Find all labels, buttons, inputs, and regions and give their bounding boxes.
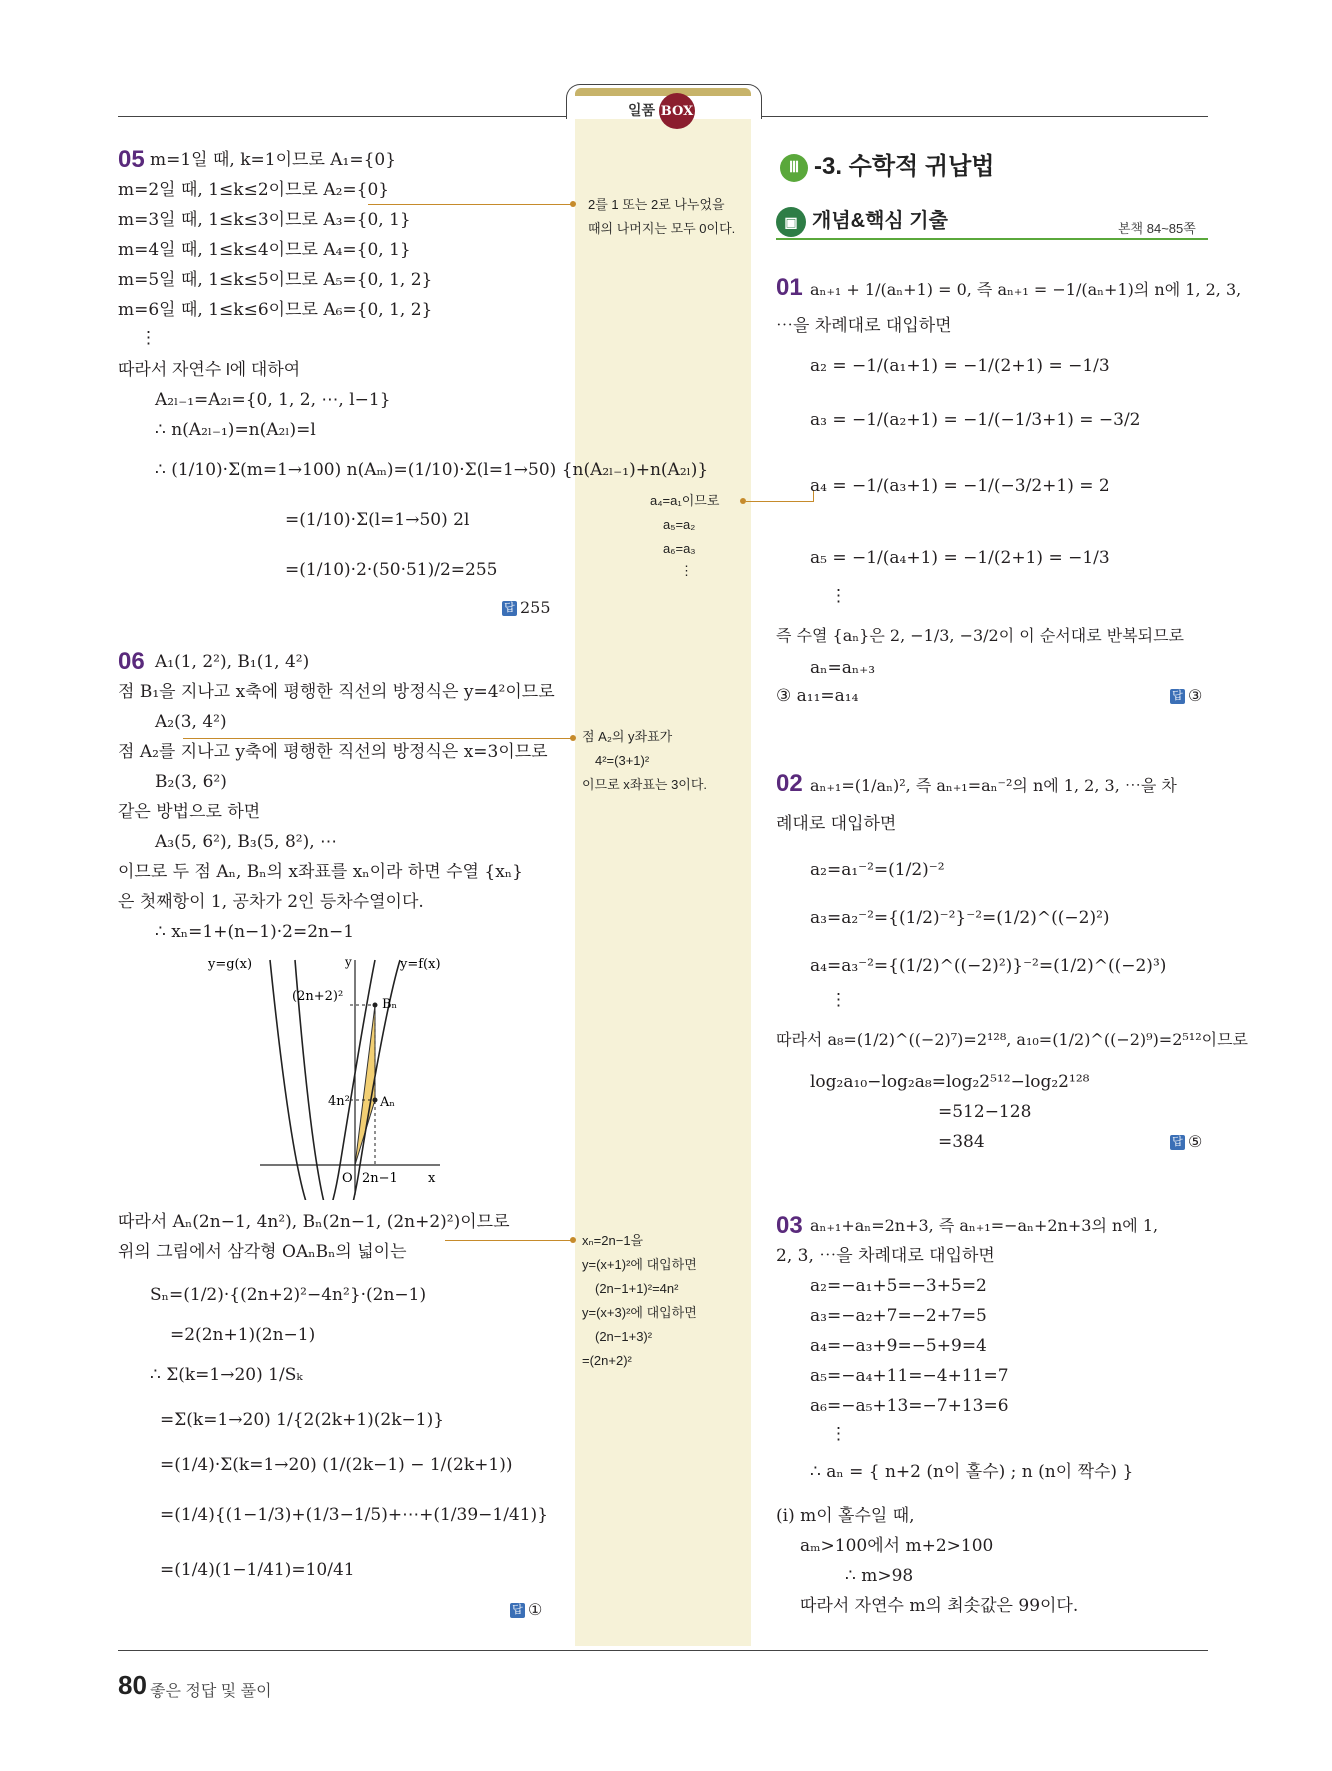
- problem-03-number: 03: [776, 1212, 803, 1239]
- problem-06-number: 06: [118, 648, 145, 675]
- p01-answer: [1170, 686, 1202, 705]
- p05-line: ∴ (1/10)·Σ(m=1→100) n(Aₘ)=(1/10)·Σ(l=1→50) {n(A₂ₗ₋₁)+n(A₂ₗ)}: [155, 460, 709, 480]
- p01-line: aₙ₊₁ + 1/(aₙ+1) = 0, 즉 aₙ₊₁ = −1/(aₙ+1)의 n에 1, 2, 3,: [810, 280, 1242, 299]
- answer-icon: 답: [502, 601, 517, 616]
- note2-line: a₆=a₃: [663, 541, 696, 556]
- p01-line: a₅ = −1/(a₄+1) = −1/(2+1) = −1/3: [810, 548, 1110, 568]
- note2-leader-line: [746, 501, 814, 502]
- Bn-label: Bₙ: [382, 997, 398, 1012]
- p05-line: m=1일 때, k=1이므로 A₁={0}: [150, 150, 397, 170]
- p05-line: ⋮: [140, 328, 157, 348]
- p06-line: 위의 그림에서 삼각형 OAₙBₙ의 넓이는: [118, 1242, 407, 1262]
- p02-line: 례대로 대입하면: [776, 814, 897, 834]
- p01-line: aₙ=aₙ₊₃: [810, 658, 876, 678]
- p01-line: a₄ = −1/(a₃+1) = −1/(−3/2+1) = 2: [810, 476, 1110, 496]
- footer-rule: [118, 1650, 1208, 1651]
- p06-line: A₂(3, 4²): [155, 712, 227, 732]
- p03-line: aₙ₊₁+aₙ=2n+3, 즉 aₙ₊₁=−aₙ+2n+3의 n에 1,: [810, 1216, 1159, 1235]
- y-axis-label: y: [345, 955, 352, 969]
- note1-line: 때의 나머지는 모두 0이다.: [588, 221, 736, 236]
- p06-line: 따라서 Aₙ(2n−1, 4n²), Bₙ(2n−1, (2n+2)²)이므로: [118, 1212, 510, 1232]
- header-box-badge: BOX: [659, 93, 695, 129]
- f-label: y=f(x): [400, 957, 441, 972]
- note1-leader-line: [368, 204, 573, 205]
- x-tick-label: 2n−1: [362, 1171, 398, 1186]
- p02-line: a₂=a₁⁻²=(1/2)⁻²: [810, 860, 945, 880]
- p01-line: a₂ = −1/(a₁+1) = −1/(2+1) = −1/3: [810, 356, 1110, 376]
- section-book-icon: ▣: [776, 207, 806, 237]
- p05-line: A₂ₗ₋₁=A₂ₗ={0, 1, 2, ⋯, l−1}: [155, 390, 391, 410]
- p06-answer: [510, 1600, 542, 1619]
- p06-line: 같은 방법으로 하면: [118, 802, 261, 822]
- problem-01-number: 01: [776, 274, 803, 301]
- section-rule: [776, 238, 1208, 240]
- p01-line: ⋮: [830, 586, 847, 606]
- p06-line: =2(2n+1)(2n−1): [170, 1325, 316, 1345]
- middle-note-column: [575, 88, 751, 1646]
- note3-leader-line: [183, 738, 573, 739]
- answer-icon: 답: [510, 1603, 525, 1618]
- p01-line: 즉 수열 {aₙ}은 2, −1/3, −3/2이 이 순서대로 반복되므로: [776, 626, 1185, 645]
- p06-line: 이므로 두 점 Aₙ, Bₙ의 x좌표를 xₙ이라 하면 수열 {xₙ}: [118, 862, 523, 882]
- note4-leader-line: [445, 1240, 573, 1241]
- note2-line: ⋮: [680, 563, 693, 578]
- p03-line: a₂=−a₁+5=−3+5=2: [810, 1276, 987, 1296]
- p02-line: =512−128: [938, 1102, 1032, 1122]
- point-Bn: [373, 1003, 378, 1008]
- note4-line: y=(x+3)²에 대입하면: [582, 1305, 697, 1320]
- p02-line: aₙ₊₁=(1/aₙ)², 즉 aₙ₊₁=aₙ⁻²의 n에 1, 2, 3, ⋯을 차: [810, 776, 1177, 795]
- note1-line: 2를 1 또는 2로 나누었을: [588, 197, 725, 212]
- p06-line: A₁(1, 2²), B₁(1, 4²): [155, 652, 310, 672]
- p06-line: =Σ(k=1→20) 1/{2(2k+1)(2k−1)}: [160, 1410, 445, 1430]
- p06-line: A₃(5, 6²), B₃(5, 8²), ⋯: [155, 832, 338, 852]
- note3-leader-dot: [570, 735, 576, 741]
- p06-line: B₂(3, 6²): [155, 772, 227, 792]
- An-label: Aₙ: [380, 1095, 396, 1110]
- note2-line: a₄=a₁이므로: [650, 493, 720, 508]
- p01-answer-value: ③: [1188, 686, 1203, 705]
- note4-line: (2n−1+1)²=4n²: [595, 1281, 679, 1296]
- problem-05-number: 05: [118, 146, 145, 173]
- p05-line: m=5일 때, 1≤k≤5이므로 A₅={0, 1, 2}: [118, 270, 433, 290]
- p02-line: log₂a₁₀−log₂a₈=log₂2⁵¹²−log₂2¹²⁸: [810, 1072, 1090, 1092]
- header-tab-bar: [575, 88, 751, 96]
- p06-line: 점 B₁을 지나고 x축에 평행한 직선의 방정식은 y=4²이므로: [118, 682, 555, 702]
- p01-line: a₃ = −1/(a₂+1) = −1/(−1/3+1) = −3/2: [810, 410, 1141, 430]
- chapter-title: [780, 146, 994, 182]
- p02-line: =384: [938, 1132, 985, 1152]
- p03-line: aₘ>100에서 m+2>100: [800, 1536, 994, 1556]
- p03-line: a₃=−a₂+7=−2+7=5: [810, 1306, 987, 1326]
- p03-line: a₆=−a₅+13=−7+13=6: [810, 1396, 1009, 1416]
- header-tab-label: 일품: [628, 103, 656, 119]
- p06-line: 점 A₂를 지나고 y축에 평행한 직선의 방정식은 x=3이므로: [118, 742, 548, 762]
- p06-line: =(1/4)·Σ(k=1→20) (1/(2k−1) − 1/(2k+1)): [160, 1455, 513, 1475]
- p03-line: ∴ aₙ = { n+2 (n이 홀수) ; n (n이 짝수) }: [810, 1462, 1134, 1482]
- note4-line: (2n−1+3)²: [595, 1329, 653, 1344]
- p06-line: =(1/4){(1−1/3)+(1/3−1/5)+⋯+(1/39−1/41)}: [160, 1505, 549, 1525]
- p03-line: ⋮: [830, 1424, 847, 1444]
- answer-icon: 답: [1170, 689, 1185, 704]
- p05-line: =(1/10)·Σ(l=1→50) 2l: [285, 510, 470, 530]
- problem-02-number: 02: [776, 770, 803, 797]
- note4-line: y=(x+1)²에 대입하면: [582, 1257, 697, 1272]
- note4-line: =(2n+2)²: [582, 1353, 632, 1368]
- section-page-ref: 본책 84~85쪽: [1118, 221, 1196, 236]
- p06-line: ∴ Σ(k=1→20) 1/Sₖ: [150, 1365, 303, 1385]
- parabola-graph: [200, 950, 460, 1200]
- point-An: [373, 1098, 378, 1103]
- note4-leader-dot: [570, 1237, 576, 1243]
- p06-line: 은 첫째항이 1, 공차가 2인 등차수열이다.: [118, 892, 424, 912]
- p05-answer-value: 255: [520, 598, 551, 617]
- p01-line: ⋯을 차례대로 대입하면: [776, 316, 952, 336]
- note3-line: 이므로 x좌표는 3이다.: [582, 777, 708, 792]
- p02-answer: [1170, 1132, 1202, 1151]
- note3-line: 4²=(3+1)²: [595, 753, 650, 768]
- p02-line: a₄=a₃⁻²={(1/2)^((−2)²)}⁻²=(1/2)^((−2)³): [810, 956, 1167, 976]
- triangle-OAnBn: [355, 1005, 375, 1165]
- lower-y-label: 4n²: [328, 1094, 350, 1109]
- footer-title: 좋은 정답 및 풀이: [150, 1683, 272, 1700]
- p06-line: ∴ xₙ=1+(n−1)·2=2n−1: [155, 922, 355, 942]
- p06-answer-value: ①: [528, 1600, 543, 1619]
- p03-line: a₄=−a₃+9=−5+9=4: [810, 1336, 987, 1356]
- p03-line: (ⅰ) m이 홀수일 때,: [776, 1506, 915, 1526]
- section-title-text: 개념&핵심 기출: [812, 210, 948, 232]
- p06-line: Sₙ=(1/2)·{(2n+2)²−4n²}·(2n−1): [150, 1285, 427, 1305]
- p03-line: 따라서 자연수 m의 최솟값은 99이다.: [800, 1596, 1079, 1616]
- p03-line: 2, 3, ⋯을 차례대로 대입하면: [776, 1246, 995, 1266]
- p02-line: 따라서 a₈=(1/2)^((−2)⁷)=2¹²⁸, a₁₀=(1/2)^((−2)⁹)=2⁵¹²이므로: [776, 1030, 1249, 1049]
- p05-line: m=2일 때, 1≤k≤2이므로 A₂={0}: [118, 180, 390, 200]
- p02-line: ⋮: [830, 990, 847, 1010]
- note4-line: xₙ=2n−1을: [582, 1233, 644, 1248]
- origin-label: O: [342, 1171, 353, 1186]
- note2-line: a₅=a₂: [663, 517, 696, 532]
- p03-line: ∴ m>98: [845, 1566, 914, 1586]
- p02-answer-value: ⑤: [1188, 1132, 1203, 1151]
- p05-line: m=6일 때, 1≤k≤6이므로 A₆={0, 1, 2}: [118, 300, 433, 320]
- p05-line: ∴ n(A₂ₗ₋₁)=n(A₂ₗ)=l: [155, 420, 316, 440]
- upper-y-label: (2n+2)²: [292, 989, 344, 1004]
- p05-line: =(1/10)·2·(50·51)/2=255: [285, 560, 498, 580]
- page-number: 80: [118, 1670, 147, 1700]
- note1-leader-dot: [570, 201, 576, 207]
- note3-line: 점 A₂의 y좌표가: [582, 729, 673, 744]
- p05-answer: [502, 598, 551, 617]
- chapter-badge: Ⅲ: [780, 154, 808, 182]
- g-label: y=g(x): [208, 957, 253, 972]
- p03-line: a₅=−a₄+11=−4+11=7: [810, 1366, 1009, 1386]
- x-axis-label: x: [428, 1171, 436, 1186]
- p05-line: m=4일 때, 1≤k≤4이므로 A₄={0, 1}: [118, 240, 411, 260]
- chapter-title-text: -3. 수학적 귀납법: [814, 153, 995, 180]
- p06-line: =(1/4)(1−1/41)=10/41: [160, 1560, 355, 1580]
- p02-line: a₃=a₂⁻²={(1/2)⁻²}⁻²=(1/2)^((−2)²): [810, 908, 1110, 928]
- section-title: [776, 204, 948, 237]
- answer-icon: 답: [1170, 1135, 1185, 1150]
- p05-line: 따라서 자연수 l에 대하여: [118, 360, 301, 379]
- p05-line: m=3일 때, 1≤k≤3이므로 A₃={0, 1}: [118, 210, 411, 230]
- p01-line: ③ a₁₁=a₁₄: [776, 686, 859, 706]
